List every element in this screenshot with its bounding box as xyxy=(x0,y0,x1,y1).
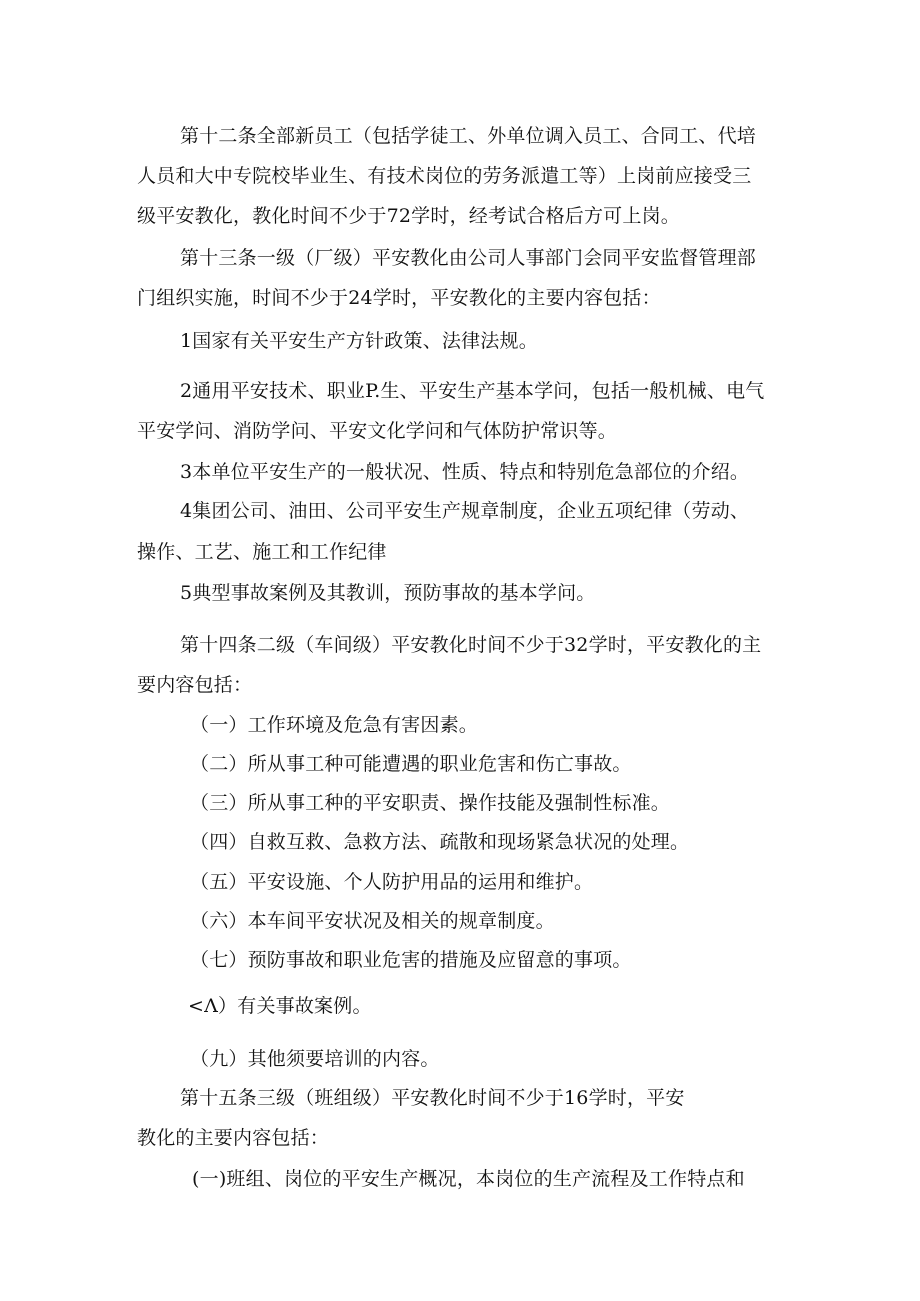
text-line: 要内容包括： xyxy=(137,674,253,696)
text-line: 第十四条二级（车间级）平安教化时间不少于32学时，平安教化的主 xyxy=(180,634,762,656)
list-item: （六）本车间平安状况及相关的规章制度。 xyxy=(190,910,555,932)
list-item: （四）自救互救、急救方法、疏散和现场紧急状况的处理。 xyxy=(190,831,690,853)
text-line: 级平安教化，教化时间不少于72学时，经考试合格后方可上岗。 xyxy=(137,205,680,227)
list-item: <Λ）有关事故案例。 xyxy=(188,995,372,1017)
list-item: （五）平安设施、个人防护用品的运用和维护。 xyxy=(190,871,594,893)
text-line: 第十三条一级（厂级）平安教化由公司人事部门会同平安监督管理部 xyxy=(180,247,757,269)
list-item: （二）所从事工种可能遭遇的职业危害和伤亡事故。 xyxy=(190,753,632,775)
text-line: 人员和大中专院校毕业生、有技术岗位的劳务派遣工等）上岗前应接受三 xyxy=(137,165,752,187)
list-item: （三）所从事工种的平安职责、操作技能及强制性标准。 xyxy=(190,792,671,814)
list-item: （一）工作环境及危急有害因素。 xyxy=(190,714,479,736)
list-item: 2通用平安技术、职业P.生、平安生产基本学问，包括一般机械、电气 xyxy=(180,380,765,402)
list-item: （九）其他须要培训的内容。 xyxy=(190,1048,440,1070)
text-line: 平安学问、消防学问、平安文化学问和气体防护常识等。 xyxy=(137,420,618,442)
list-item: (一)班组、岗位的平安生产概况，本岗位的生产流程及工作特点和 xyxy=(192,1168,745,1190)
text-line: 教化的主要内容包括： xyxy=(137,1127,330,1149)
list-item: 3本单位平安生产的一般状况、性质、特点和特别危急部位的介绍。 xyxy=(180,461,750,483)
list-item: 5典型事故案例及其教训，预防事故的基本学问。 xyxy=(180,582,596,604)
text-line: 第十二条全部新员工（包括学徒工、外单位调入员工、合同工、代培 xyxy=(180,125,757,147)
list-item: 4集团公司、油田、公司平安生产规章制度，企业五项纪律（劳动、 xyxy=(180,500,750,522)
list-item: （七）预防事故和职业危害的措施及应留意的事项。 xyxy=(190,949,632,971)
text-line: 操作、工艺、施工和工作纪律 xyxy=(137,541,387,563)
text-line: 门组织实施，时间不少于24学时，平安教化的主要内容包括： xyxy=(137,287,661,309)
text-line: 第十五条三级（班组级）平安教化时间不少于16学时，平安 xyxy=(180,1087,685,1109)
list-item: 1国家有关平安生产方针政策、法律法规。 xyxy=(180,330,538,352)
